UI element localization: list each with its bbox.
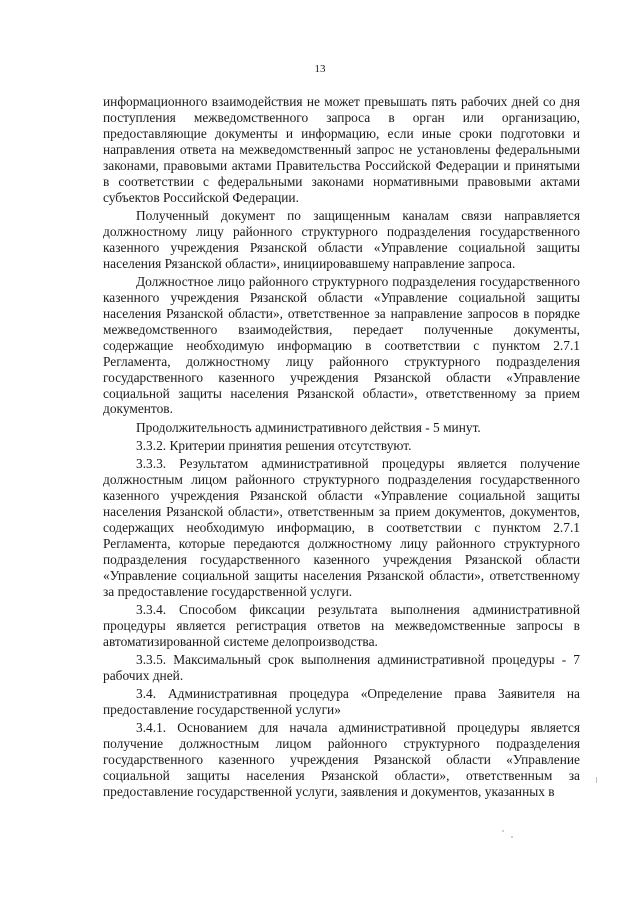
paragraph-3-3-3: 3.3.3. Результатом административной процедуры является получение должностным лицом районного структурного подразделения государственного казенного учреждения Рязанской области «Управление социальной защиты населения Рязанской области», ответственным за прием документов, документов, содержащих необходимую информацию, в соответствии с пунктом 2.7.1 Регламента, которые передаются должностному лицу районного структурного подразделения государственного казенного учреждения Рязанской области «Управление социальной защиты населения Рязанской области», ответственному за предоставление государственной услуги. [103,455,580,599]
paragraph-3-3-4: 3.3.4. Способом фиксации результата выполнения административной процедуры является регистрация ответов на межведомственные запросы в автоматизированной системе делопроизводства. [103,601,580,649]
paragraph-3-3-2: 3.3.2. Критерии принятия решения отсутствуют. [136,437,412,453]
scan-speck [502,830,504,832]
paragraph-3-4-1: 3.4.1. Основанием для начала административной процедуры является получение должностным лицом районного структурного подразделения государственного казенного учреждения Рязанской области «Управление социальной защиты населения Рязанской области», ответственным за предоставление государственной услуги, заявления и документов, указанных в [103,719,580,799]
scan-speck [596,777,597,783]
paragraph-received-document: Полученный документ по защищенным каналам связи направляется должностному лицу районного структурного подразделения государственного казенного учреждения Рязанской области «Управление социальной защиты населения Рязанской области», инициировавшему направление запроса. [103,207,580,271]
document-body [103,94,580,800]
scan-speck [511,836,513,838]
paragraph-3-4-heading: 3.4. Административная процедура «Определение права Заявителя на предоставление государственной услуги» [103,685,580,717]
page-number: 13 [314,63,326,75]
paragraph-continuation: информационного взаимодействия не может превышать пять рабочих дней со дня поступления межведомственного запроса в орган или организацию, предоставляющие документы и информацию, если иные сроки подготовки и направления ответа на межведомственный запрос не установлены федеральными законами, правовыми актами Правительства Российской Федерации и принятыми в соответствии с федеральными законами нормативными правовыми актами субъектов Российской Федерации. [103,94,580,205]
paragraph-official-transfers: Должностное лицо районного структурного подразделения государственного казенного учреждения Рязанской области «Управление социальной защиты населения Рязанской области», ответственное за направление запросов в порядке межведомственного взаимодействия, передает полученные документы, содержащие необходимую информацию в соответствии с пунктом 2.7.1 Регламента, должностному лицу районного структурного подразделения государственного казенного учреждения Рязанской области «Управление социальной защиты населения Рязанской области», ответственному за прием документов. [103,273,580,417]
paragraph-duration: Продолжительность административного действия - 5 минут. [136,419,481,435]
paragraph-3-3-5: 3.3.5. Максимальный срок выполнения административной процедуры - 7 рабочих дней. [103,651,580,683]
